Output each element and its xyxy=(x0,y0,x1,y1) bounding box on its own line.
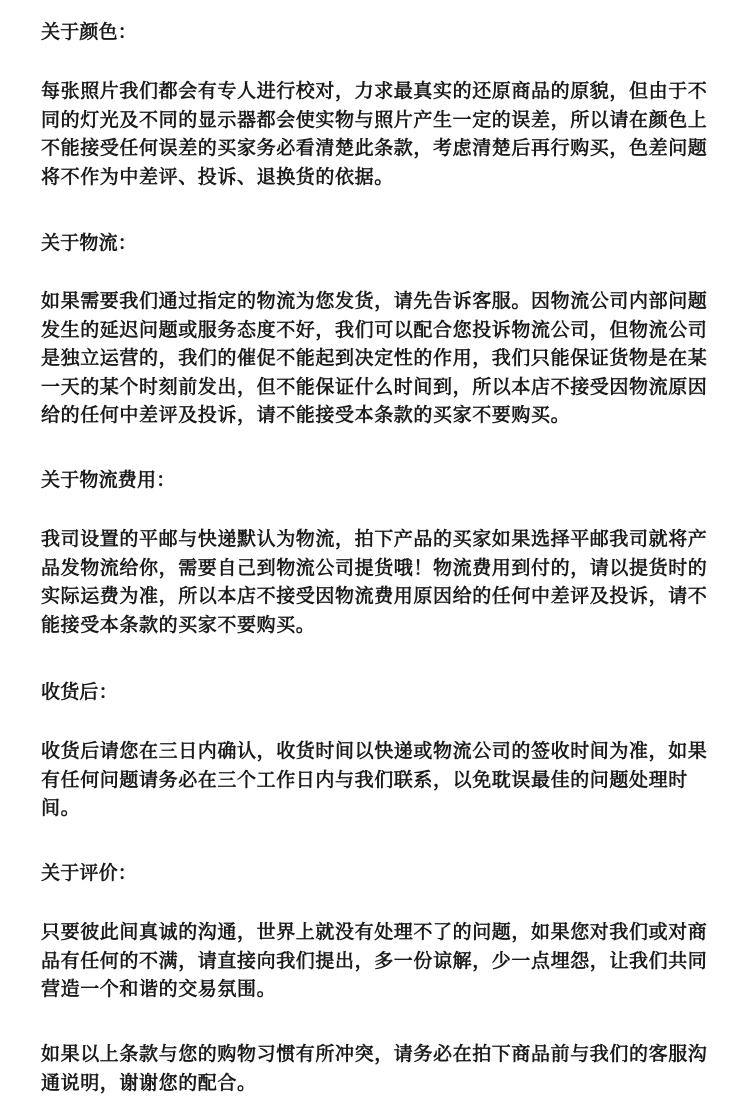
paragraph-logistics-fee: 我司设置的平邮与快递默认为物流，拍下产品的买家如果选择平邮我司就将产品发物流给你，需要自己到物流公司提货哦！物流费用到付的，请以提货时的实际运费为准，所以本店不接受因物流费用原因给的任何中差评及投诉，请不能接受本条款的买家不要购买。 xyxy=(41,528,708,636)
paragraph-after-receipt: 收货后请您在三日内确认，收货时间以快递或物流公司的签收时间为准，如果有任何问题请务必在三个工作日内与我们联系，以免耽误最佳的问题处理时间。 xyxy=(41,740,708,819)
paragraph-closing-note: 如果以上条款与您的购物习惯有所冲突，请务必在拍下商品前与我们的客服沟通说明，谢谢您的配合。 xyxy=(41,1043,708,1094)
section-title-after-receipt: 收货后： xyxy=(41,681,118,703)
section-title-review: 关于评价： xyxy=(41,862,138,884)
section-title-logistics: 关于物流： xyxy=(41,232,138,254)
paragraph-logistics: 如果需要我们通过指定的物流为您发货，请先告诉客服。因物流公司内部问题发生的延迟问题或服务态度不好，我们可以配合您投诉物流公司，但物流公司是独立运营的，我们的催促不能起到决定性的作用，我们只能保证货物是在某一天的某个时刻前发出，但不能保证什么时间到，所以本店不接受因物流原因给的任何中差评及投诉，请不能接受本条款的买家不要购买。 xyxy=(41,290,708,426)
paragraph-color: 每张照片我们都会有专人进行校对，力求最真实的还原商品的原貌，但由于不同的灯光及不同的显示器都会使实物与照片产生一定的误差，所以请在颜色上不能接受任何误差的买家务必看清楚此条款，考虑清楚后再行购买，色差问题将不作为中差评、投诉、退换货的依据。 xyxy=(41,80,708,188)
paragraph-review: 只要彼此间真诚的沟通，世界上就没有处理不了的问题，如果您对我们或对商品有任何的不满，请直接向我们提出，多一份谅解，少一点埋怨，让我们共同营造一个和谐的交易氛围。 xyxy=(41,921,708,1000)
section-title-color: 关于颜色： xyxy=(41,21,138,43)
section-title-logistics-fee: 关于物流费用： xyxy=(41,469,176,491)
